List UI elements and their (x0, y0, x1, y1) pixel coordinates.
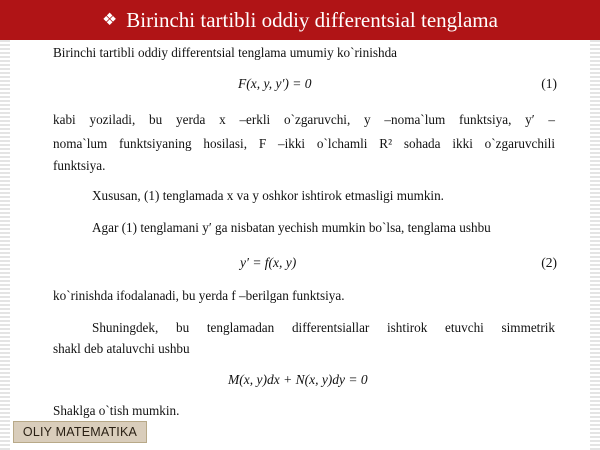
text-line-5: Xususan, (1) tenglamada x va y oshkor ishtirok etmasligi mumkin. (92, 188, 444, 203)
text-line-8: Shuningdek, bu tenglamadan differentsiallar ishtirok etuvchi simmetrik (92, 320, 555, 335)
equation-1: F(x, y, y′) = 0 (238, 76, 312, 91)
oliy-matematika-logo: OLIY MATEMATIKA (13, 421, 147, 443)
text-line-1: Birinchi tartibli oddiy differentsial tenglama umumiy ko`rinishda (53, 45, 398, 60)
equation-2-number: (2) (541, 255, 557, 270)
equation-1-number: (1) (541, 76, 557, 91)
text-line-6: Agar (1) tenglamani y′ ga nisbatan yechish mumkin bo`lsa, tenglama ushbu (92, 220, 491, 235)
equation-3: M(x, y)dx + N(x, y)dy = 0 (228, 372, 368, 387)
slide-title: Birinchi tartibli oddiy differentsial tenglama (126, 7, 498, 32)
text-line-4: funktsiya. (53, 158, 106, 173)
diamond-bullet-icon: ❖ (102, 10, 118, 30)
text-line-9: shakl deb ataluvchi ushbu (53, 341, 190, 356)
text-line-10: Shaklga o`tish mumkin. (53, 403, 180, 418)
text-line-3: noma`lum funktsiyaning hosilasi, F –ikki o`lchamli R² sohada ikki o`zgaruvchili (53, 136, 555, 151)
text-line-7: ko`rinishda ifodalanadi, bu yerda f –berilgan funktsiya. (53, 288, 345, 303)
text-line-2: kabi yoziladi, bu yerda x –erkli o`zgaruvchi, y –noma`lum funktsiya, y′ – (53, 112, 555, 127)
equation-2: y′ = f(x, y) (240, 255, 297, 270)
